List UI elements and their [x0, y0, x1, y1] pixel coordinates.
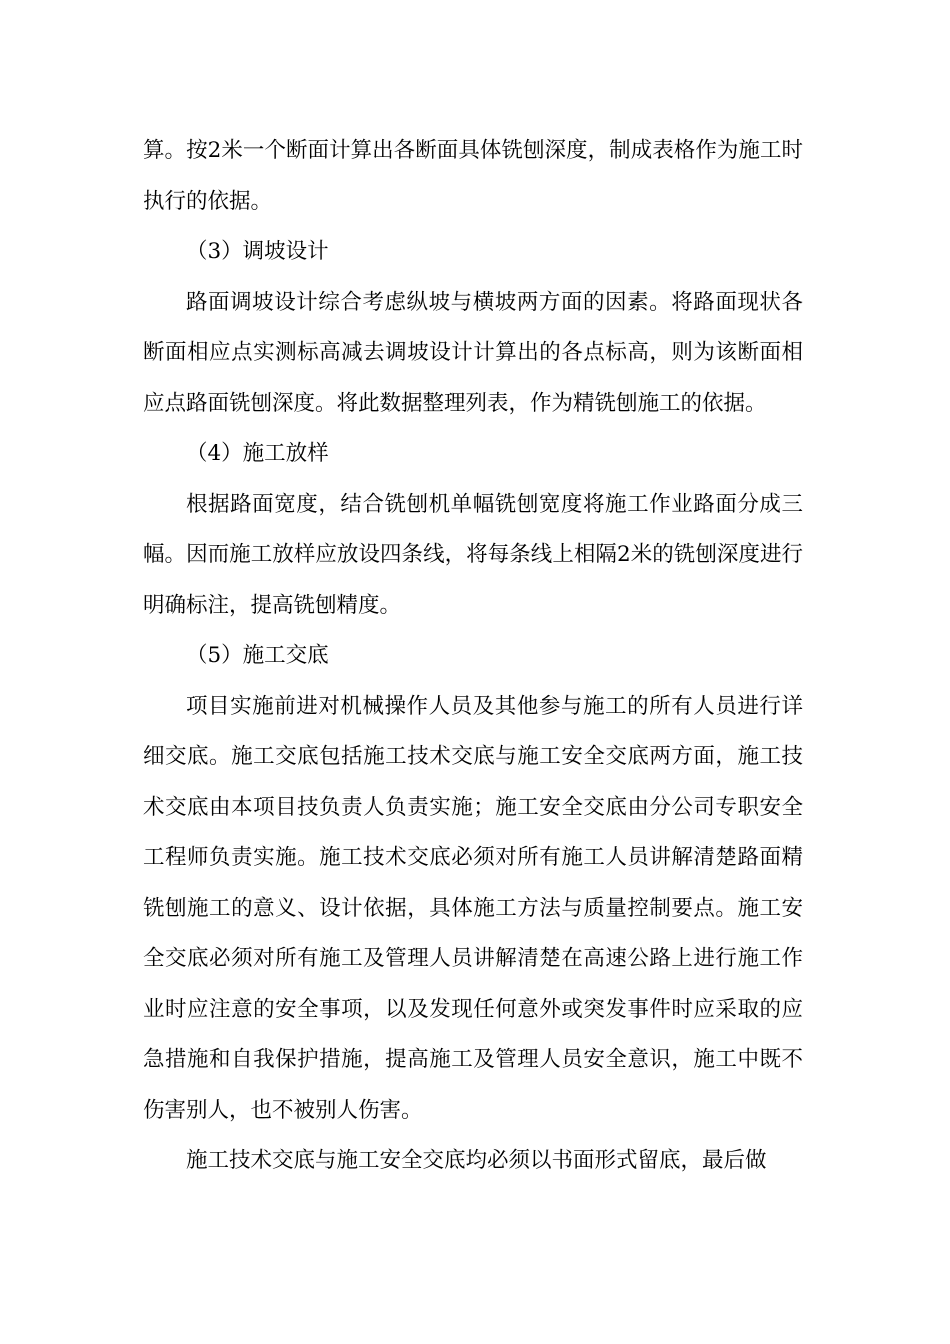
paragraph-written-record: 施工技术交底与施工安全交底均必须以书面形式留底，最后做 [186, 1148, 767, 1173]
paragraph-slope-design: 路面调坡设计综合考虑纵坡与横坡两方面的因素。将路面现状各断面相应点实测标高减去调坡设计计算出的各点标高，则为该断面相应点路面铣刨深度。将此数据整理列表，作为精铣刨施工的依据。 [143, 289, 803, 416]
section-heading-slope-design: （3）调坡设计 [186, 239, 329, 264]
paragraph-continuation: 算。按2米一个断面计算出各断面具体铣刨深度，制成表格作为施工时执行的依据。 [143, 138, 803, 214]
section-heading-construction-briefing: （5）施工交底 [186, 643, 329, 668]
paragraph-construction-briefing: 项目实施前进对机械操作人员及其他参与施工的所有人员进行详细交底。施工交底包括施工技术交底与施工安全交底两方面，施工技术交底由本项目技负责人负责实施；施工安全交底由分公司专职安全工程师负责实施。施工技术交底必须对所有施工人员讲解清楚路面精铣刨施工的意义、设计依据，具体施工方法与质量控制要点。施工安全交底必须对所有施工及管理人员讲解清楚在高速公路上进行施工作业时应注意的安全事项，以及发现任何意外或突发事件时应采取的应急措施和自我保护措施，提高施工及管理人员安全意识，施工中既不伤害别人，也不被别人伤害。 [143, 693, 803, 1123]
paragraph-construction-layout: 根据路面宽度，结合铣刨机单幅铣刨宽度将施工作业路面分成三幅。因而施工放样应放设四条线，将每条线上相隔2米的铣刨深度进行明确标注，提高铣刨精度。 [143, 491, 803, 618]
document-body [143, 126, 803, 1187]
section-heading-construction-layout: （4）施工放样 [186, 441, 329, 466]
